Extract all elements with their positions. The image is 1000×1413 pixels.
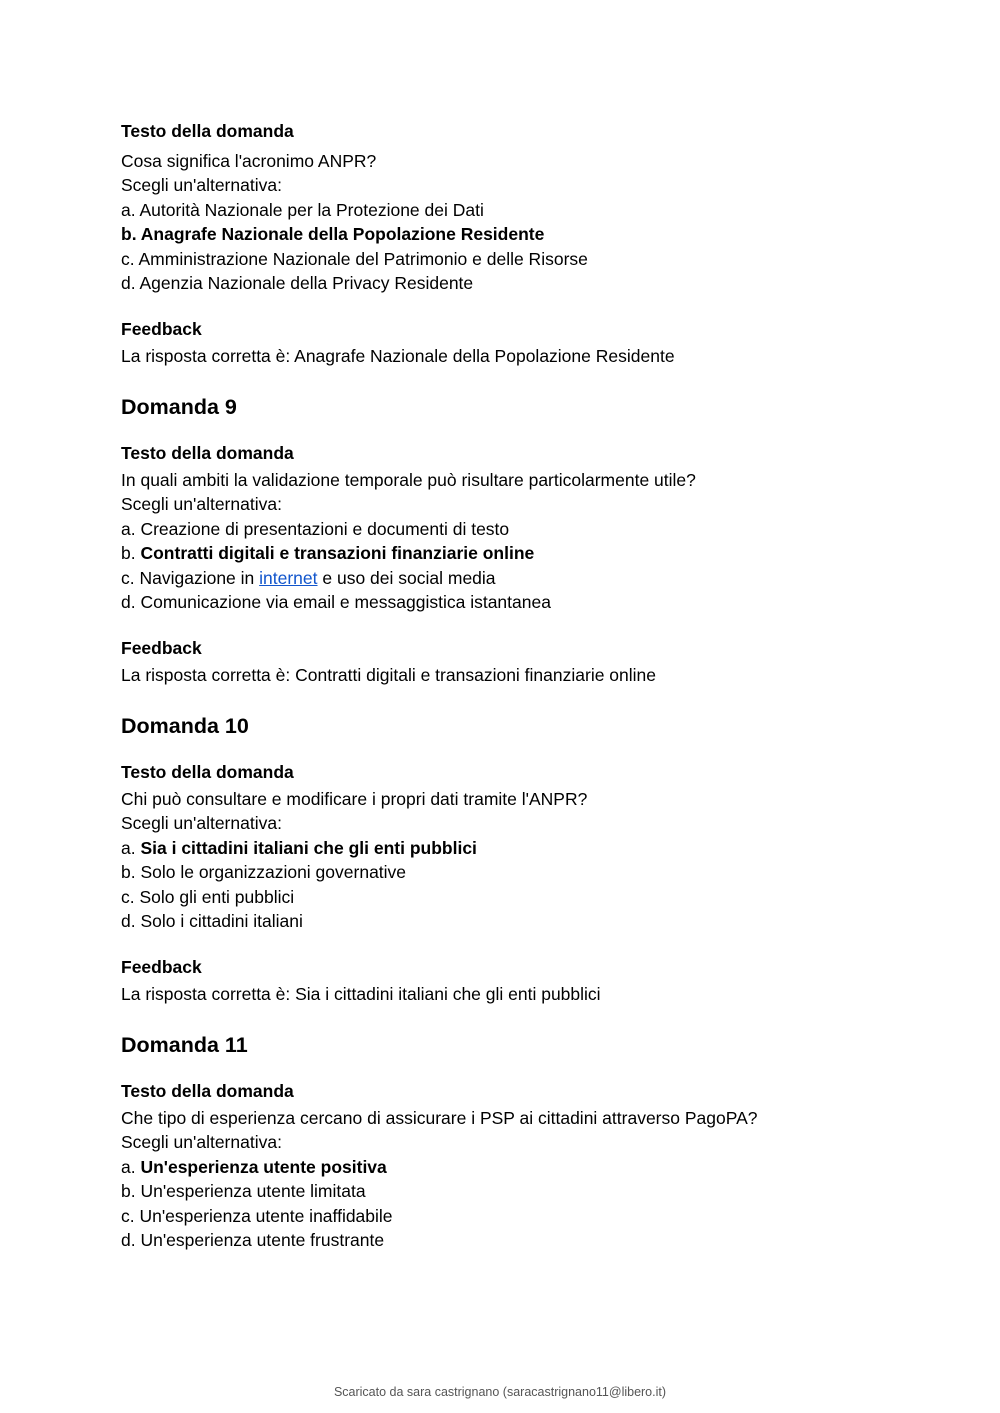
q11-option-b: b. Un'esperienza utente limitata bbox=[121, 1181, 366, 1202]
q11-option-c: c. Un'esperienza utente inaffidabile bbox=[121, 1205, 393, 1226]
q8-option-b: b. Anagrafe Nazionale della Popolazione Residente bbox=[121, 224, 545, 245]
q11-question-block bbox=[121, 1079, 758, 1252]
q9-option-b-text: Contratti digitali e transazioni finanziarie online bbox=[140, 543, 535, 564]
q10-option-b: b. Solo le organizzazioni governative bbox=[121, 862, 407, 883]
q11-option-a-text: Un'esperienza utente positiva bbox=[140, 1156, 387, 1177]
q10-option-a bbox=[121, 836, 587, 860]
q9-option-a: a. Creazione di presentazioni e documenti di testo bbox=[121, 518, 510, 539]
q10-feedback-heading: Feedback bbox=[121, 957, 202, 977]
q10-question-block bbox=[121, 760, 587, 933]
q8-question-text: Cosa significa l'acronimo ANPR? bbox=[121, 151, 377, 171]
q10-question-text: Chi può consultare e modificare i propri dati tramite l'ANPR? bbox=[121, 789, 588, 809]
q11-testo-heading: Testo della domanda bbox=[121, 1081, 294, 1101]
q10-option-c: c. Solo gli enti pubblici bbox=[121, 886, 295, 907]
q8-question-block bbox=[121, 119, 588, 295]
q11-option-d: d. Un'esperienza utente frustrante bbox=[121, 1230, 385, 1251]
q8-option-a: a. Autorità Nazionale per la Protezione dei Dati bbox=[121, 199, 484, 220]
q8-feedback-heading: Feedback bbox=[121, 319, 202, 339]
q10-feedback-text: La risposta corretta è: Sia i cittadini italiani che gli enti pubblici bbox=[121, 984, 601, 1004]
q10-testo-heading: Testo della domanda bbox=[121, 762, 294, 782]
q9-question-block bbox=[121, 441, 696, 614]
q9-feedback-heading: Feedback bbox=[121, 638, 202, 658]
q8-option-c: c. Amministrazione Nazionale del Patrimonio e delle Risorse bbox=[121, 248, 588, 269]
q8-choose-label: Scegli un'alternativa: bbox=[121, 175, 282, 196]
q9-heading-block bbox=[121, 393, 237, 421]
q9-feedback-text: La risposta corretta è: Contratti digitali e transazioni finanziarie online bbox=[121, 665, 657, 685]
q11-heading-block bbox=[121, 1031, 248, 1059]
q9-option-b bbox=[121, 541, 696, 565]
q9-question-text: In quali ambiti la validazione temporale può risultare particolarmente utile? bbox=[121, 470, 696, 490]
q9-title: Domanda 9 bbox=[121, 395, 237, 419]
q9-choose-label: Scegli un'alternativa: bbox=[121, 494, 282, 515]
internet-link[interactable]: internet bbox=[259, 567, 318, 588]
q11-choose-label: Scegli un'alternativa: bbox=[121, 1132, 282, 1153]
q8-option-d: d. Agenzia Nazionale della Privacy Residente bbox=[121, 273, 474, 294]
q10-feedback-block bbox=[121, 955, 601, 1006]
q8-feedback-text: La risposta corretta è: Anagrafe Nazionale della Popolazione Residente bbox=[121, 346, 675, 366]
q10-option-a-text: Sia i cittadini italiani che gli enti pubblici bbox=[140, 837, 477, 858]
q10-choose-label: Scegli un'alternativa: bbox=[121, 813, 282, 834]
download-footer: Scaricato da sara castrignano (saracastrignano11@libero.it) bbox=[333, 1385, 667, 1399]
q10-option-a-prefix: a. bbox=[121, 837, 141, 858]
q10-option-d: d. Solo i cittadini italiani bbox=[121, 911, 303, 932]
q8-testo-heading: Testo della domanda bbox=[121, 121, 294, 141]
q9-option-c-suffix: e uso dei social media bbox=[317, 567, 496, 588]
q8-feedback-block bbox=[121, 317, 675, 368]
q11-question-text: Che tipo di esperienza cercano di assicurare i PSP ai cittadini attraverso PagoPA? bbox=[121, 1108, 758, 1128]
q11-option-a bbox=[121, 1155, 758, 1179]
q9-option-d: d. Comunicazione via email e messaggistica istantanea bbox=[121, 592, 551, 613]
q9-feedback-block bbox=[121, 636, 656, 687]
q9-option-c-prefix: c. Navigazione in bbox=[121, 567, 260, 588]
q10-title: Domanda 10 bbox=[121, 714, 249, 738]
q11-option-a-prefix: a. bbox=[121, 1156, 141, 1177]
q9-option-b-prefix: b. bbox=[121, 543, 141, 564]
q11-title: Domanda 11 bbox=[121, 1033, 248, 1057]
q9-option-c bbox=[121, 566, 696, 590]
q9-testo-heading: Testo della domanda bbox=[121, 443, 294, 463]
q10-heading-block bbox=[121, 712, 249, 740]
